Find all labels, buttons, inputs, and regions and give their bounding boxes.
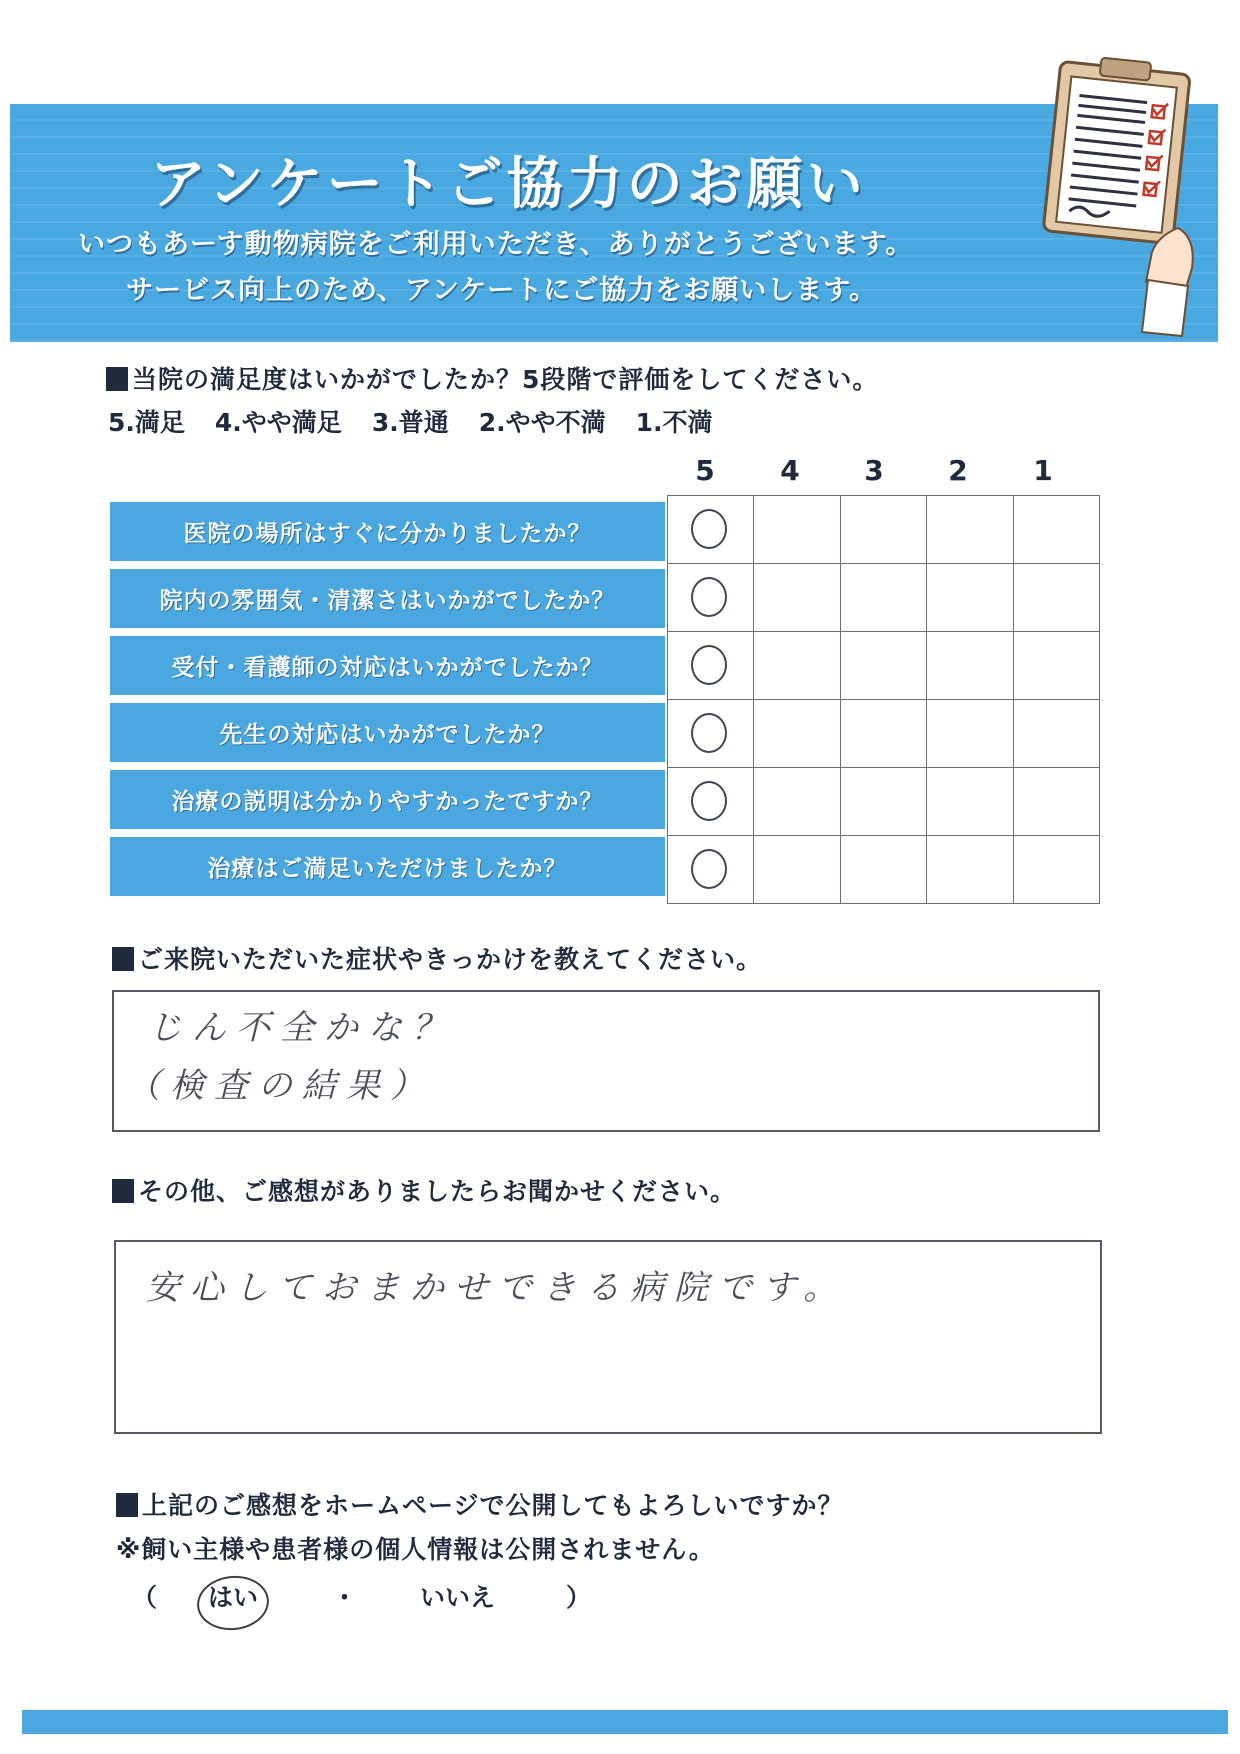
consent-separator: ・ [332, 1583, 358, 1612]
consent-close-paren: ） [566, 1583, 592, 1612]
rating-cell[interactable] [926, 699, 1013, 768]
question-label: 治療はご満足いただけましたか？ [110, 837, 665, 900]
rating-cell[interactable] [1013, 699, 1100, 768]
rating-cell[interactable] [753, 631, 840, 700]
rating-cell[interactable] [1013, 495, 1100, 564]
consent-question: 上記のご感想をホームページで公開してもよろしいですか？ [116, 1486, 844, 1522]
column-header-5: 5 [695, 454, 715, 487]
symptoms-answer-line-1: じん不全かな？ [148, 1008, 456, 1048]
rating-cell[interactable] [753, 699, 840, 768]
header-request: サービス向上のため、アンケートにご協力をお願いします。 [126, 275, 878, 306]
rating-cell[interactable] [753, 495, 840, 564]
rating-cell[interactable] [840, 767, 927, 836]
rating-circle-mark [691, 577, 727, 617]
header-greeting: いつもあーす動物病院をご利用いただき、ありがとうございます。 [78, 229, 914, 260]
rating-circle-mark [691, 645, 727, 685]
rating-circle-mark [691, 713, 727, 753]
page-title: アンケートご協力のお願い [150, 152, 867, 217]
rating-cell[interactable] [1013, 563, 1100, 632]
rating-cell[interactable] [1013, 767, 1100, 836]
comments-heading: その他、ご感想がありましたらお聞かせください。 [112, 1172, 736, 1208]
rating-cell[interactable] [840, 699, 927, 768]
rating-circle-mark [691, 849, 727, 889]
column-header-1: 1 [1033, 454, 1053, 487]
privacy-note: ※飼い主様や患者様の個人情報は公開されません。 [116, 1535, 715, 1564]
comments-answer: 安心しておまかせできる病院です。 [146, 1268, 848, 1308]
column-header-2: 2 [948, 454, 968, 487]
rating-cell[interactable] [840, 563, 927, 632]
rating-cell[interactable] [926, 835, 1013, 904]
column-header-3: 3 [864, 454, 884, 487]
rating-cell[interactable] [840, 495, 927, 564]
rating-circle-mark [691, 509, 727, 549]
question-label: 受付・看護師の対応はいかがでしたか？ [110, 636, 665, 699]
footer-bar [22, 1710, 1228, 1734]
consent-selection-mark [194, 1572, 271, 1633]
consent-yes-option[interactable]: はい [208, 1583, 259, 1612]
consent-open-paren: （ [132, 1583, 158, 1612]
rating-cell[interactable] [840, 835, 927, 904]
symptoms-heading: ご来院いただいた症状やきっかけを教えてください。 [112, 940, 762, 976]
question-label: 先生の対応はいかがでしたか？ [110, 703, 665, 766]
scale-legend: 5.満足 4.やや満足 3.普通 2.やや不満 1.不満 [108, 408, 713, 437]
rating-grid [667, 495, 1099, 903]
column-header-4: 4 [780, 454, 800, 487]
question-label: 医院の場所はすぐに分かりましたか？ [110, 502, 665, 565]
rating-cell[interactable] [1013, 835, 1100, 904]
consent-no-option[interactable]: いいえ [420, 1583, 496, 1612]
rating-cell[interactable] [753, 767, 840, 836]
rating-cell[interactable] [926, 495, 1013, 564]
symptoms-answer-line-2: （検査の結果） [126, 1066, 434, 1106]
question-label: 治療の説明は分かりやすかったですか？ [110, 770, 665, 833]
rating-cell[interactable] [753, 835, 840, 904]
rating-circle-mark [691, 781, 727, 821]
rating-cell[interactable] [1013, 631, 1100, 700]
rating-cell[interactable] [840, 631, 927, 700]
question-label: 院内の雰囲気・清潔さはいかがでしたか？ [110, 569, 665, 632]
clipboard-checklist-icon [1028, 48, 1208, 338]
rating-cell[interactable] [926, 767, 1013, 836]
satisfaction-heading: 当院の満足度はいかがでしたか？5段階で評価をしてください。 [106, 360, 878, 396]
rating-cell[interactable] [926, 563, 1013, 632]
rating-cell[interactable] [753, 563, 840, 632]
rating-cell[interactable] [926, 631, 1013, 700]
